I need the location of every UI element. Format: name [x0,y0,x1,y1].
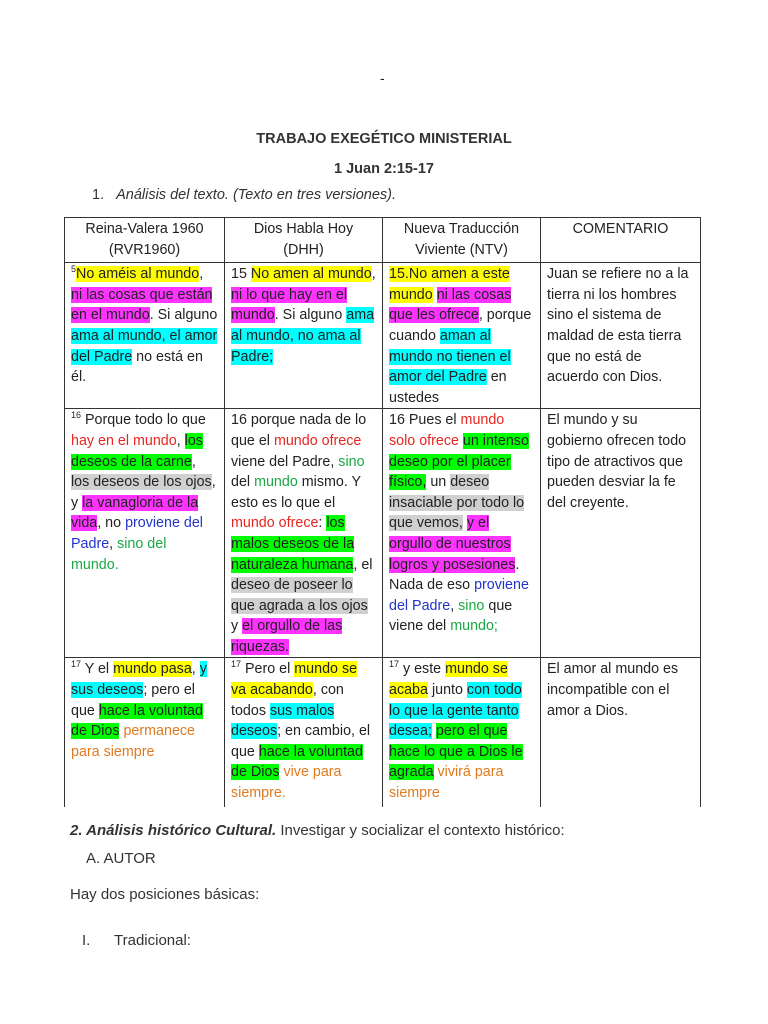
header-dhh [225,218,383,263]
text-segment: . Si alguno [149,307,218,324]
text-segment: . Si alguno [274,307,347,324]
colored-text: vive para siempre. [231,764,342,802]
text-segment: Juan se refiere no a la tierra ni los hombres sino el sistema de maldad de esta tierra que no está de acuerdo con Dios. [547,266,689,386]
section-2-text: Investigar y socializar el contexto histórico: [276,822,565,839]
colored-text: proviene del Padre [71,515,203,552]
versions-comparison-table [64,217,701,807]
cell-dhh [225,263,383,409]
text-segment: del [231,474,255,491]
highlighted-text: un intenso deseo por el placer físico, [389,432,529,491]
colored-text: mundo; [450,618,498,635]
traditional-item [82,932,191,949]
verse-number: 17 [231,659,242,670]
text-segment: Porque todo lo que [81,412,206,429]
highlighted-text: ama al mundo, el amor del Padre [71,327,218,365]
text-segment: , porque cuando [389,307,532,344]
header-ntv [383,218,541,263]
highlighted-text: ni las cosas que les ofrece [389,286,512,324]
section-2-heading [70,822,565,839]
cell-comentario [541,263,701,409]
table-body [65,218,701,808]
table-row [65,409,701,658]
highlighted-text: deseo insaciable por todo lo que vemos, [389,474,525,532]
colored-text: mundo ofrece [273,432,362,449]
highlighted-text: los deseos de la carne [71,432,203,470]
verse-number: 5 [71,264,77,275]
text-segment: ; pero el que [71,682,195,719]
document-title: TRABAJO EXEGÉTICO MINISTERIAL [256,131,512,147]
text-segment: viene del Padre, [231,453,339,470]
highlighted-text: mundo se va acabando [231,661,358,699]
colored-text: permanece para siempre [71,723,195,760]
highlighted-text: con todo lo que la gente tanto desea; [389,682,522,740]
page-dash: - [380,70,385,86]
header-line: Viviente (NTV) [415,241,508,258]
section-1-text: Análisis del texto. (Texto en tres versiones). [116,187,397,203]
highlighted-text: los malos deseos de la naturaleza humana [231,515,355,573]
highlighted-text: la vanagloria de la vida [71,494,199,532]
header-line: Reina-Valera 1960 [85,221,204,237]
highlighted-text: mundo se acaba [389,661,508,699]
text-segment: un [426,474,451,491]
highlighted-text: mundo pasa [113,661,192,678]
text-segment: Pero el [241,661,295,678]
text-segment: y este [399,661,446,678]
highlighted-text: 15.No amen a este mundo [389,266,510,303]
cell-comentario [541,409,701,658]
header-line: Dios Habla Hoy [253,221,354,237]
verse-number: 17 [389,659,400,670]
cell-ntv [383,409,541,658]
section-2-title: 2. Análisis histórico Cultural. [70,822,277,839]
highlighted-text: ama al mundo, no ama al Padre; [231,307,375,365]
text-segment: no está en él. [71,348,203,386]
header-line: COMENTARIO [572,221,669,237]
cell-rvr1960 [65,658,225,808]
text-segment: El amor al mundo es incompatible con el amor a Dios. [547,661,679,719]
section-1-heading [92,187,396,203]
author-subheading: A. AUTOR [86,850,156,867]
verse-number: 17 [71,659,82,670]
highlighted-text: ni las cosas que están en el mundo [71,286,213,324]
highlighted-text: el orgullo de las riquezas. [231,618,343,655]
text-segment: ; en cambio, el que [231,723,371,760]
cell-dhh [225,409,383,658]
highlighted-text: hace la voluntad de Dios [231,743,363,781]
table-row [65,263,701,409]
section-1-number: 1. [92,187,105,203]
cell-dhh [225,658,383,808]
text-segment: que viene del [389,597,513,635]
cell-ntv [383,263,541,409]
text-segment: , no [97,515,126,532]
highlighted-text: No amen al mundo [250,266,372,283]
cell-rvr1960 [65,263,225,409]
text-segment: 16 Pues el [389,412,461,429]
text-segment: , [450,597,459,614]
positions-paragraph: Hay dos posiciones básicas: [70,886,260,903]
highlighted-text: deseo de poseer lo que agrada a los ojos [231,577,368,614]
document-subtitle: 1 Juan 2:15-17 [334,161,434,177]
highlighted-text: pero el que hace lo que a Dios le agrada [389,723,523,781]
text-segment: , [109,535,118,552]
colored-text: mundo [254,474,298,491]
colored-text: sino [338,453,365,470]
text-segment: , [199,266,204,283]
text-segment: , con todos [231,682,344,719]
colored-text: hay en el mundo [71,432,177,449]
text-segment: mismo. Y esto es lo que el [231,474,361,511]
text-segment: : [318,515,327,532]
header-line: (DHH) [283,241,324,258]
header-line: Nueva Traducción [403,221,520,237]
roman-numeral: I. [82,932,91,949]
table-header-row [65,218,701,263]
text-segment: , el [353,556,373,573]
text-segment: . Nada de eso [389,556,520,594]
cell-rvr1960 [65,409,225,658]
verse-number: 16 [71,410,82,421]
header-line: (RVR1960) [108,241,181,258]
text-segment: Y el [81,661,114,678]
text-segment: y [231,618,243,635]
colored-text: mundo solo ofrece [389,412,505,449]
highlighted-text: los deseos de los ojos [71,474,212,491]
colored-text: sino del mundo. [71,535,167,573]
text-segment: en ustedes [389,369,507,406]
colored-text: vivirá para siempre [389,764,504,802]
traditional-label: Tradicional: [114,932,191,949]
header-comentario [541,218,701,263]
highlighted-text: sus malos deseos [231,702,335,740]
highlighted-text: aman al mundo no tienen el amor del Padre [389,327,511,386]
colored-text: proviene del Padre [389,577,529,614]
highlighted-text: y el orgullo de nuestros logros y posesiones [389,515,516,573]
cell-ntv [383,658,541,808]
table-row [65,658,701,808]
text-segment: , [176,432,185,449]
text-segment: 15 [231,266,251,283]
text-segment: , [191,661,200,678]
header-rvr1960 [65,218,225,263]
text-segment: 16 porque nada de lo que el [231,412,367,449]
colored-text: mundo ofrece [231,515,319,532]
highlighted-text: ni lo que hay en el mundo [231,286,348,324]
cell-comentario [541,658,701,808]
highlighted-text: hace la voluntad de Dios [71,702,203,740]
highlighted-text: y sus deseos [71,661,207,699]
text-segment: , y [71,474,216,511]
text-segment: El mundo y su gobierno ofrecen todo tipo de atractivos que pueden desviar la fe del creyente. [547,412,687,511]
text-segment: , [371,266,376,283]
text-segment: junto [427,682,467,699]
colored-text: sino [458,597,485,614]
highlighted-text: No améis al mundo [76,266,200,283]
text-segment: , [191,453,196,470]
